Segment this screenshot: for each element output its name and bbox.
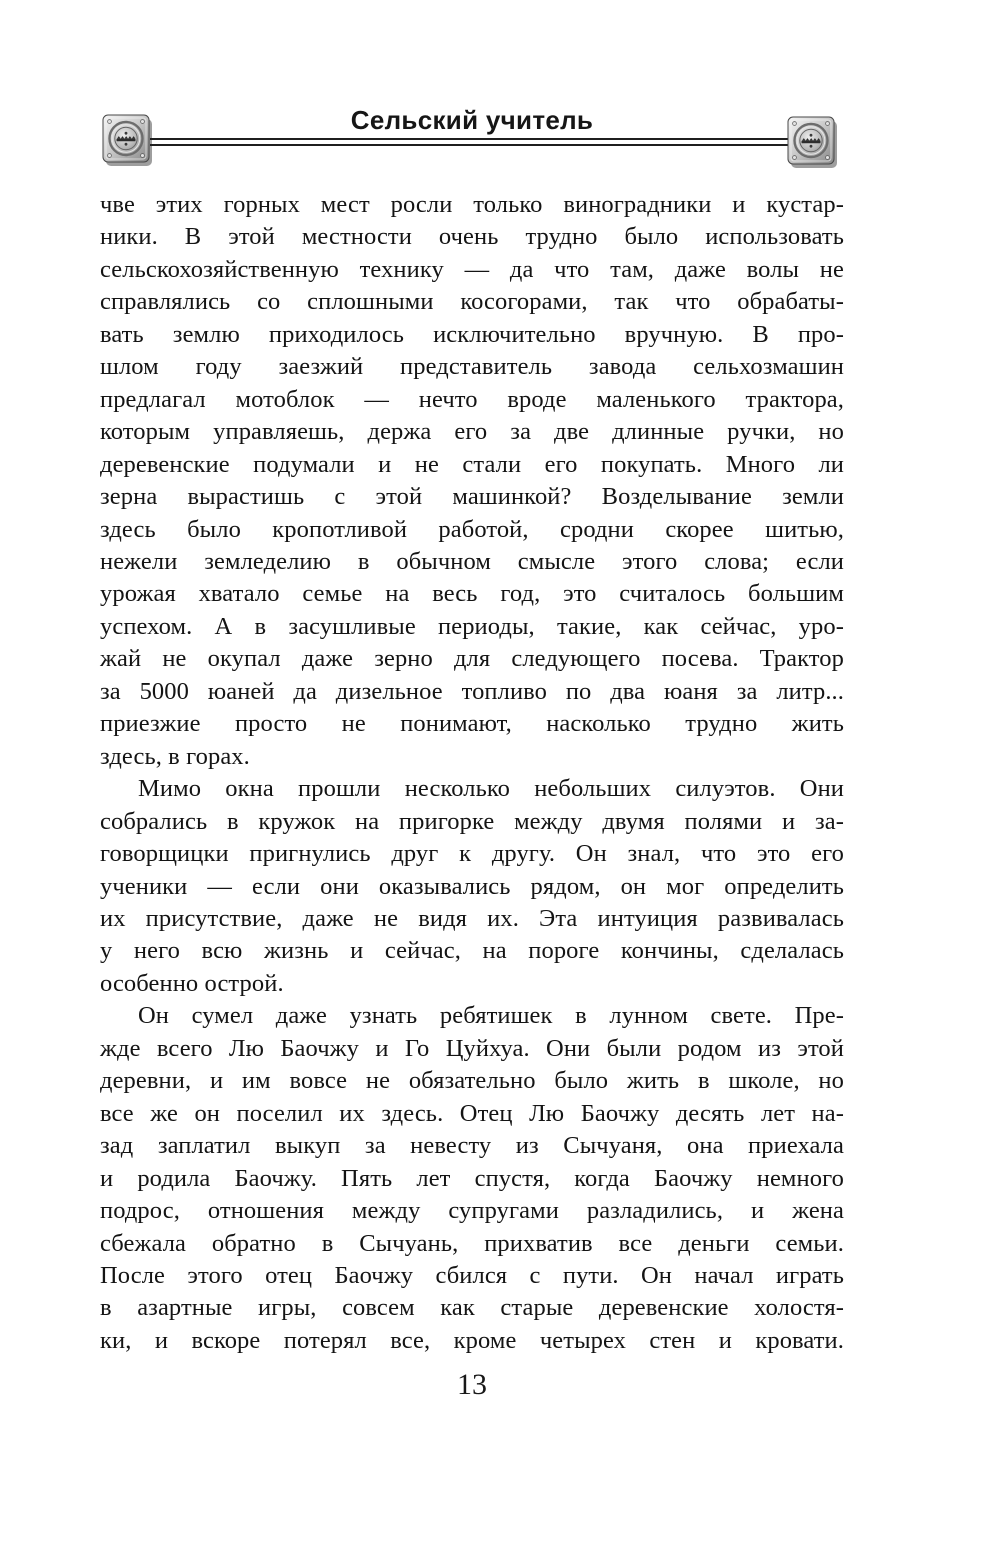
text-line: справлялись со сплошными косогорами, так что обрабаты- xyxy=(100,288,844,316)
text-line: подрос, отношения между супругами разладились, и жена xyxy=(100,1197,844,1225)
text-line: и родила Баочжу. Пять лет спустя, когда Баочжу немного xyxy=(100,1164,844,1192)
text-line: их присутствие, даже не видя их. Эта интуиция развивалась xyxy=(100,904,844,932)
text-line: за 5000 юаней да дизельное топливо по два юаня за литр... xyxy=(100,677,844,705)
text-line: зерна вырастишь с этой машинкой? Возделывание земли xyxy=(100,483,844,511)
text-line: жай не окупал даже зерно для следующего посева. Трактор xyxy=(100,645,844,673)
text-line: деревни, и им вовсе не обязательно было жить в школе, но xyxy=(100,1067,844,1095)
header-double-rule xyxy=(150,138,790,146)
text-line: ники. В этой местности очень трудно было использовать xyxy=(100,223,844,251)
text-line: ученики — если они оказывались рядом, он мог определить xyxy=(100,872,844,900)
text-line: которым управляешь, держа его за две длинные ручки, но xyxy=(100,418,844,446)
text-line: вать землю приходилось исключительно вручную. В про- xyxy=(100,320,844,348)
text-line: предлагал мотоблок — нечто вроде маленького трактора, xyxy=(100,385,844,413)
text-line: урожая хватало семье на весь год, это считалось большим xyxy=(100,580,844,608)
page-number: 13 xyxy=(457,1368,487,1401)
text-line: успехом. А в засушливые периоды, такие, как сейчас, уро- xyxy=(100,612,844,640)
text-line: нежели земледелию в обычном смысле этого слова; если xyxy=(100,547,844,575)
text-line: здесь, в горах. xyxy=(100,742,250,770)
text-line: здесь было кропотливой работой, сродни скорее шитью, xyxy=(100,515,844,543)
text-line: шлом году заезжий представитель завода сельхозмашин xyxy=(100,353,844,381)
text-line: чве этих горных мест росли только виноградники и кустар- xyxy=(100,191,844,218)
text-line: сбежала обратно в Сычуань, прихватив все деньги семьи. xyxy=(100,1229,844,1257)
text-line: деревенские подумали и не стали его покупать. Много ли xyxy=(100,450,844,478)
text-line: Он сумел даже узнать ребятишек в лунном свете. Пре- xyxy=(138,1002,844,1030)
text-line: в азартные игры, совсем как старые деревенские холостя- xyxy=(100,1294,844,1322)
text-line: ки, и вскоре потерял все, кроме четырех стен и кровати. xyxy=(100,1326,844,1354)
text-line: Мимо окна прошли несколько небольших силуэтов. Они xyxy=(138,775,844,803)
text-line: зад заплатил выкуп за невесту из Сычуаня, она приехала xyxy=(100,1132,844,1160)
text-line: После этого отец Баочжу сбился с пути. Он начал играть xyxy=(100,1261,844,1289)
text-line: собрались в кружок на пригорке между двумя полями и за- xyxy=(100,807,844,835)
text-line: приезжие просто не понимают, насколько трудно жить xyxy=(100,710,844,738)
text-line: особенно острой. xyxy=(100,969,284,997)
metal-plate-ornament-right-icon xyxy=(787,116,839,170)
text-line: жде всего Лю Баочжу и Го Цуйхуа. Они были родом из этой xyxy=(100,1034,844,1062)
text-line: у него всю жизнь и сейчас, на пороге кончины, сделалась xyxy=(100,937,844,965)
text-line: говорщицки пригнулись друг к другу. Он знал, что это его xyxy=(100,840,844,868)
text-line: все же он поселил их здесь. Отец Лю Баочжу десять лет на- xyxy=(100,1099,844,1127)
text-block xyxy=(100,189,844,1357)
text-line: сельскохозяйственную технику — да что там, даже волы не xyxy=(100,255,844,283)
running-head-title: Сельский учитель xyxy=(350,105,594,135)
